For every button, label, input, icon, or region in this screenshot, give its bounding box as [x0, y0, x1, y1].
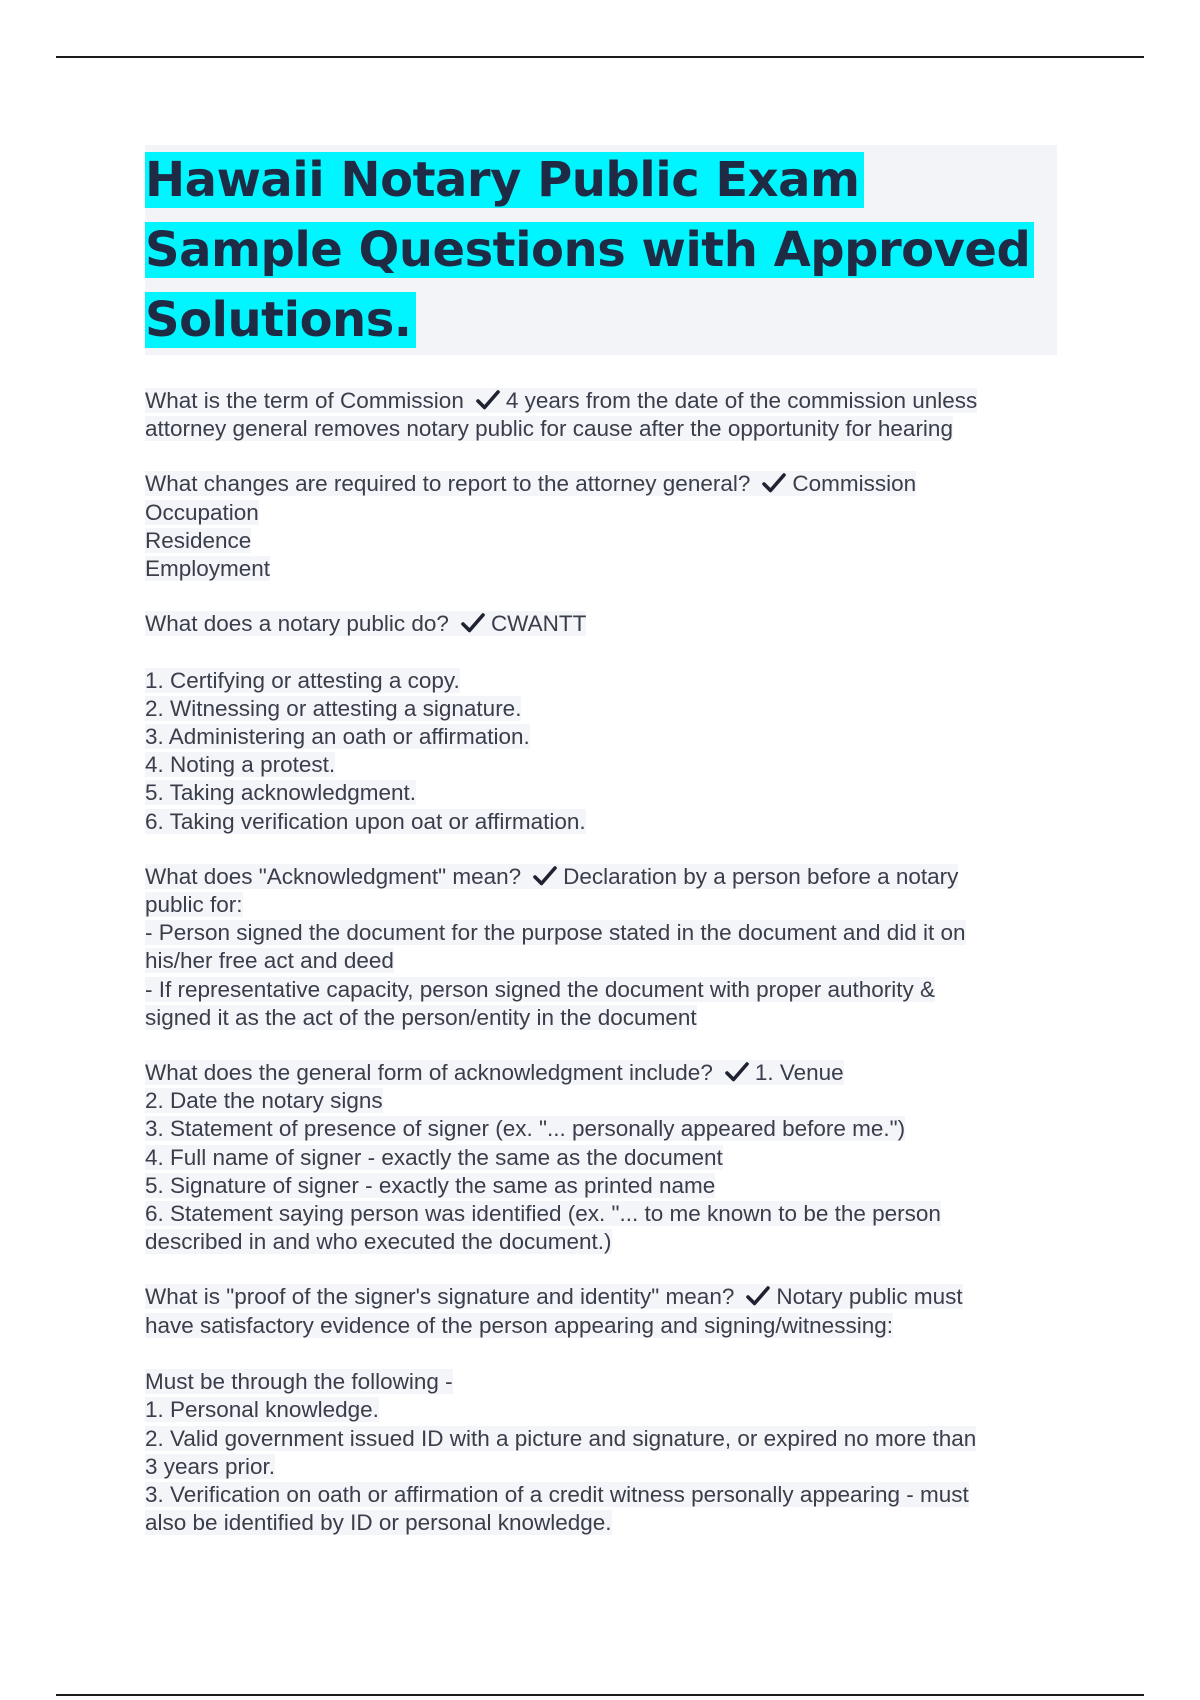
answer-line: also be identified by ID or personal knowledge.	[145, 1510, 612, 1536]
answer-line: Residence	[145, 527, 252, 553]
answer-line: 5. Taking acknowledgment.	[145, 780, 416, 806]
answer-text: Declaration by a person before a notary	[563, 863, 959, 889]
answer-line: described in and who executed the document.)	[145, 1229, 612, 1255]
title-block	[145, 145, 1057, 355]
answer-line: Occupation	[145, 499, 259, 525]
answer-line	[145, 1340, 1060, 1368]
answer-text: Commission	[792, 471, 917, 497]
answer-line: Must be through the following -	[145, 1369, 453, 1395]
checkmark-icon	[746, 1285, 770, 1307]
checkmark-icon	[533, 865, 557, 887]
question-text: What does the general form of acknowledgment include?	[145, 1060, 713, 1086]
question-line	[145, 387, 1060, 415]
answer-line: - Person signed the document for the purpose stated in the document and did it on	[145, 920, 966, 946]
qa-item	[145, 863, 1060, 1032]
top-rule	[56, 56, 1144, 58]
document-body	[145, 145, 1060, 1564]
question-text: What is "proof of the signer's signature and identity" mean?	[145, 1284, 735, 1310]
question-line	[145, 1283, 1060, 1311]
answer-line: 4. Full name of signer - exactly the same as the document	[145, 1144, 723, 1170]
answer-line: 3. Statement of presence of signer (ex. "... personally appeared before me.")	[145, 1116, 906, 1142]
checkmark-icon	[461, 612, 485, 634]
answer-text: 4 years from the date of the commission unless	[505, 388, 978, 413]
qa-item	[145, 387, 1060, 443]
checkmark-icon	[725, 1061, 749, 1083]
answer-line: signed it as the act of the person/entity in the document	[145, 1004, 697, 1030]
checkmark-icon	[476, 389, 500, 411]
question-text: What is the term of Commission	[145, 388, 464, 413]
document-title: Hawaii Notary Public Exam Sample Questions with Approved Solutions.	[145, 152, 1034, 348]
answer-line: - If representative capacity, person signed the document with proper authority &	[145, 976, 936, 1002]
answer-line: attorney general removes notary public for cause after the opportunity for hearing	[145, 416, 953, 442]
answer-line: public for:	[145, 892, 243, 918]
answer-line	[145, 638, 1060, 666]
answer-line: 6. Taking verification upon oat or affirmation.	[145, 808, 586, 834]
answer-text: 1. Venue	[754, 1060, 844, 1086]
answer-line: Employment	[145, 556, 271, 582]
qa-item	[145, 610, 1060, 836]
question-text: What does a notary public do?	[145, 611, 449, 637]
answer-line: 1. Certifying or attesting a copy.	[145, 667, 460, 693]
answer-line: 1. Personal knowledge.	[145, 1397, 379, 1423]
question-line	[145, 470, 1060, 498]
answer-line: 5. Signature of signer - exactly the same as printed name	[145, 1172, 716, 1198]
question-text: What does "Acknowledgment" mean?	[145, 863, 522, 889]
question-line	[145, 1059, 1060, 1087]
qa-item	[145, 1059, 1060, 1256]
question-line	[145, 610, 1060, 638]
answer-line: his/her free act and deed	[145, 948, 394, 974]
checkmark-icon	[762, 472, 786, 494]
answer-line: 2. Witnessing or attesting a signature.	[145, 695, 522, 721]
answer-line: 3 years prior.	[145, 1453, 276, 1479]
question-line	[145, 863, 1060, 891]
answer-line: 6. Statement saying person was identified (ex. "... to me known to be the person	[145, 1201, 941, 1227]
question-text: What changes are required to report to the attorney general?	[145, 471, 751, 497]
answer-line: have satisfactory evidence of the person appearing and signing/witnessing:	[145, 1312, 893, 1338]
qa-list	[145, 387, 1060, 1537]
qa-item	[145, 470, 1060, 583]
bottom-rule	[56, 1694, 1144, 1696]
answer-line: 2. Valid government issued ID with a picture and signature, or expired no more than	[145, 1425, 977, 1451]
answer-line: 4. Noting a protest.	[145, 752, 336, 778]
answer-line: 3. Verification on oath or affirmation of a credit witness personally appearing - must	[145, 1481, 969, 1507]
answer-line: 2. Date the notary signs	[145, 1088, 383, 1114]
answer-line: 3. Administering an oath or affirmation.	[145, 724, 530, 750]
answer-text: CWANTT	[490, 611, 587, 637]
answer-text: Notary public must	[776, 1284, 963, 1310]
qa-item	[145, 1283, 1060, 1537]
